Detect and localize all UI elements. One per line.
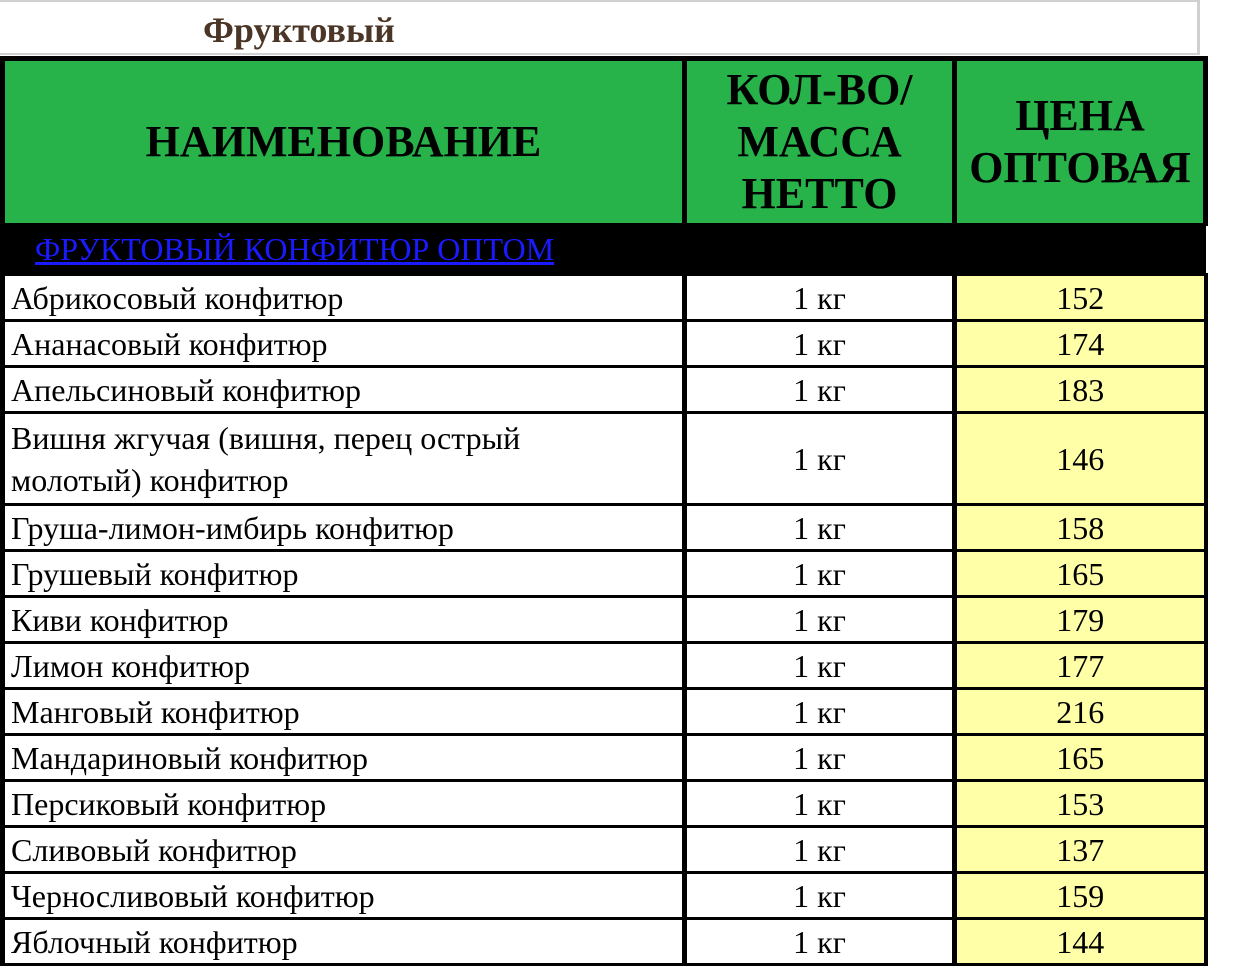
product-name-line1: Вишня жгучая (вишня, перец острый: [11, 419, 521, 456]
product-name-cell: [3, 413, 685, 505]
product-name-cell: Абрикосовый конфитюр: [3, 275, 685, 321]
table-row: [3, 919, 1206, 965]
price-cell: 177: [955, 643, 1206, 689]
table-header-row: [3, 59, 1206, 225]
price-cell: 146: [955, 413, 1206, 505]
table-row: [3, 505, 1206, 551]
quantity-cell: 1 кг: [685, 413, 955, 505]
product-name-cell: Ананасовый конфитюр: [3, 321, 685, 367]
column-header-qty-line1: КОЛ-ВО/: [726, 65, 913, 114]
quantity-cell: 1 кг: [685, 505, 955, 551]
table-row: [3, 873, 1206, 919]
quantity-cell: 1 кг: [685, 597, 955, 643]
product-name-cell: Черносливовый конфитюр: [3, 873, 685, 919]
column-header-name-label: НАИМЕНОВАНИЕ: [145, 117, 542, 166]
page-title: Фруктовый: [203, 10, 395, 50]
table-row: [3, 643, 1206, 689]
page-title-row: [0, 0, 1200, 55]
quantity-cell: 1 кг: [685, 735, 955, 781]
table-row: [3, 551, 1206, 597]
price-cell: 137: [955, 827, 1206, 873]
table-row: [3, 781, 1206, 827]
table-row: [3, 735, 1206, 781]
quantity-cell: 1 кг: [685, 781, 955, 827]
quantity-cell: 1 кг: [685, 367, 955, 413]
product-name-cell: Киви конфитюр: [3, 597, 685, 643]
product-name-cell: Лимон конфитюр: [3, 643, 685, 689]
price-cell: 179: [955, 597, 1206, 643]
column-header-qty: [685, 59, 955, 225]
product-name-line2: молотый) конфитюр: [11, 461, 289, 498]
product-name-cell: Грушевый конфитюр: [3, 551, 685, 597]
product-name-cell: Апельсиновый конфитюр: [3, 367, 685, 413]
product-name-cell: Манговый конфитюр: [3, 689, 685, 735]
price-table: [0, 56, 1208, 966]
price-cell: 159: [955, 873, 1206, 919]
section-row: [3, 225, 1206, 275]
price-cell: 144: [955, 919, 1206, 965]
table-row: [3, 827, 1206, 873]
price-cell: 183: [955, 367, 1206, 413]
quantity-cell: 1 кг: [685, 275, 955, 321]
column-header-qty-line3: НЕТТО: [741, 169, 898, 218]
quantity-cell: 1 кг: [685, 643, 955, 689]
price-cell: 152: [955, 275, 1206, 321]
quantity-cell: 1 кг: [685, 827, 955, 873]
table-row: [3, 321, 1206, 367]
quantity-cell: 1 кг: [685, 919, 955, 965]
table-row: [3, 597, 1206, 643]
quantity-cell: 1 кг: [685, 689, 955, 735]
column-header-qty-line2: МАССА: [737, 117, 902, 166]
column-header-price: [955, 59, 1206, 225]
price-cell: 165: [955, 551, 1206, 597]
price-cell: 153: [955, 781, 1206, 827]
table-row: [3, 367, 1206, 413]
product-name-cell: Яблочный конфитюр: [3, 919, 685, 965]
table-row: [3, 689, 1206, 735]
product-name-cell: Персиковый конфитюр: [3, 781, 685, 827]
quantity-cell: 1 кг: [685, 873, 955, 919]
price-cell: 216: [955, 689, 1206, 735]
price-cell: 174: [955, 321, 1206, 367]
section-link[interactable]: ФРУКТОВЫЙ КОНФИТЮР ОПТОМ: [35, 231, 555, 267]
product-name-cell: Мандариновый конфитюр: [3, 735, 685, 781]
section-cell: [3, 225, 1206, 275]
quantity-cell: 1 кг: [685, 551, 955, 597]
price-cell: 158: [955, 505, 1206, 551]
table-row: [3, 275, 1206, 321]
price-cell: 165: [955, 735, 1206, 781]
column-header-price-line2: ОПТОВАЯ: [969, 143, 1191, 192]
product-name-cell: Сливовый конфитюр: [3, 827, 685, 873]
table-row: [3, 413, 1206, 505]
quantity-cell: 1 кг: [685, 321, 955, 367]
column-header-price-line1: ЦЕНА: [1015, 91, 1145, 140]
column-header-name: [3, 59, 685, 225]
product-name-cell: Груша-лимон-имбирь конфитюр: [3, 505, 685, 551]
